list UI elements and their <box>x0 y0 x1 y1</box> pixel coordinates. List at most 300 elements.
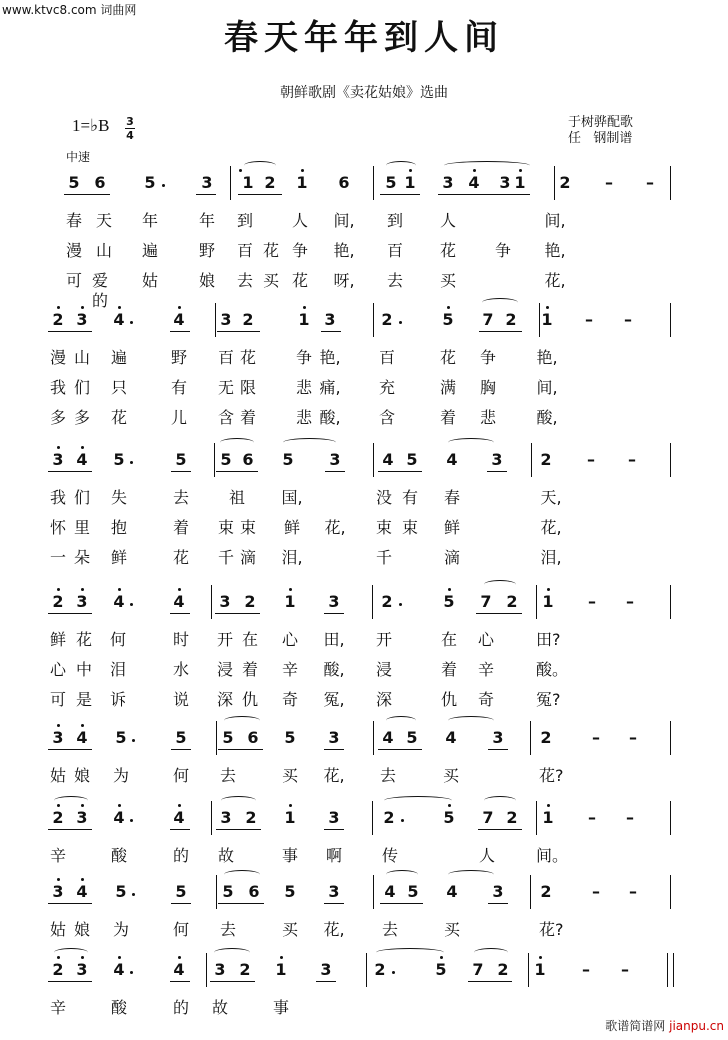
augmentation-dot <box>130 321 133 324</box>
bar-line <box>670 443 671 477</box>
lyric: 辛 <box>49 998 66 1017</box>
note: – <box>628 450 636 469</box>
beam <box>324 613 344 614</box>
bar-line <box>372 585 373 619</box>
lyric: 花, <box>544 271 566 290</box>
note: – <box>592 728 600 747</box>
lyric: 娘 <box>73 766 90 785</box>
lyric: 呀, <box>333 271 355 290</box>
octave-dot <box>280 956 283 959</box>
lyric: 春 <box>65 211 82 230</box>
note: 6 <box>94 173 106 192</box>
lyric: 为 <box>112 766 129 785</box>
note: 3 <box>328 592 340 611</box>
lyric: 开 <box>216 630 233 649</box>
beam <box>48 613 92 614</box>
lyric: 里 <box>73 518 90 537</box>
lyric: 遍 <box>110 348 127 367</box>
lyric: 去 <box>236 271 253 290</box>
note: 4 <box>173 808 185 827</box>
note: 1 <box>541 310 553 329</box>
lyric: 何 <box>172 766 189 785</box>
lyric: 冤, <box>323 690 345 709</box>
note: 3 <box>201 173 213 192</box>
slur <box>384 796 452 805</box>
lyric: 滴 <box>443 548 460 567</box>
beam <box>478 829 522 830</box>
beam <box>321 331 341 332</box>
lyric: 我 <box>49 488 66 507</box>
augmentation-dot <box>130 603 133 606</box>
lyric: 间, <box>536 378 558 397</box>
octave-dot <box>81 446 84 449</box>
bar-line <box>216 721 217 755</box>
note: 5 <box>385 173 397 192</box>
note: 2 <box>52 960 64 979</box>
augmentation-dot <box>130 461 133 464</box>
octave-dot <box>178 588 181 591</box>
slur <box>444 161 530 170</box>
note: 4 <box>382 728 394 747</box>
bar-line <box>216 875 217 909</box>
note: 5 <box>443 592 455 611</box>
note: 1 <box>298 310 310 329</box>
lyric: 买 <box>443 920 460 939</box>
lyric: 花 <box>439 241 456 260</box>
lyric: 姑 <box>49 766 66 785</box>
watermark-text: 歌谱简谱网 <box>605 1019 666 1033</box>
note: 2 <box>242 310 254 329</box>
lyric: 浸 <box>375 660 392 679</box>
lyric: 冤? <box>536 690 561 709</box>
lyric: 们 <box>73 378 90 397</box>
note: 4 <box>113 960 125 979</box>
beam <box>171 749 191 750</box>
bar-line <box>673 953 674 987</box>
bar-line <box>670 801 671 835</box>
lyric: 痛, <box>319 378 341 397</box>
bar-line <box>366 953 367 987</box>
note: 3 <box>491 450 503 469</box>
lyric: 悲 <box>295 408 312 427</box>
beam <box>488 749 508 750</box>
note: 4 <box>113 808 125 827</box>
bar-line <box>230 166 231 200</box>
lyric: 没 <box>375 488 392 507</box>
beam <box>488 903 508 904</box>
lyric: 人 <box>439 211 456 230</box>
lyric: 去 <box>172 488 189 507</box>
lyric: 辛 <box>477 660 494 679</box>
lyric: 无 <box>217 378 234 397</box>
note: 2 <box>244 592 256 611</box>
lyric: 春 <box>443 488 460 507</box>
augmentation-dot <box>132 739 135 742</box>
beam <box>171 903 191 904</box>
lyric: 国, <box>281 488 303 507</box>
lyric: 泪, <box>281 548 303 567</box>
lyric: 百 <box>386 241 403 260</box>
note: 6 <box>247 728 259 747</box>
slur <box>448 438 494 447</box>
lyric: 漫 <box>65 241 82 260</box>
beam <box>487 471 507 472</box>
octave-dot <box>81 724 84 727</box>
lyric: 买 <box>442 766 459 785</box>
lyric: 千 <box>375 548 392 567</box>
octave-dot <box>303 306 306 309</box>
octave-dot <box>57 724 60 727</box>
note: 5 <box>144 173 156 192</box>
octave-dot <box>57 878 60 881</box>
beam <box>217 331 260 332</box>
beam <box>48 829 92 830</box>
lyric: 着 <box>241 660 258 679</box>
bar-line <box>530 721 531 755</box>
lyric: 野 <box>170 348 187 367</box>
octave-dot <box>289 804 292 807</box>
lyric: 们 <box>73 488 90 507</box>
lyric: 酸, <box>319 408 341 427</box>
note: 3 <box>328 728 340 747</box>
octave-dot <box>81 878 84 881</box>
note: 6 <box>338 173 350 192</box>
lyric: 花 <box>172 548 189 567</box>
lyric: 到 <box>386 211 403 230</box>
lyric: 事 <box>272 998 289 1017</box>
lyric: 着 <box>172 518 189 537</box>
lyric: 年 <box>198 211 215 230</box>
note: 1 <box>296 173 308 192</box>
lyric: 儿 <box>170 408 187 427</box>
octave-dot <box>57 446 60 449</box>
note: 4 <box>173 310 185 329</box>
beam <box>316 981 336 982</box>
beam <box>210 981 255 982</box>
lyric: 我 <box>49 378 66 397</box>
lyric: 怀 <box>49 518 66 537</box>
bar-line <box>211 585 212 619</box>
note: – <box>588 592 596 611</box>
beam <box>170 613 190 614</box>
beam <box>476 613 522 614</box>
lyric: 鲜 <box>443 518 460 537</box>
note: 3 <box>220 808 232 827</box>
bar-line <box>536 801 537 835</box>
note: 4 <box>445 728 457 747</box>
augmentation-dot <box>392 971 395 974</box>
lyric: 传 <box>381 846 398 865</box>
note: 2 <box>506 808 518 827</box>
bar-line <box>373 875 374 909</box>
note: – <box>621 960 629 979</box>
note: 4 <box>76 450 88 469</box>
note: – <box>629 728 637 747</box>
lyric: 人 <box>291 211 308 230</box>
lyric: 艳, <box>333 241 355 260</box>
slur <box>484 796 516 805</box>
note: 2 <box>52 310 64 329</box>
beam <box>324 829 344 830</box>
augmentation-dot <box>130 971 133 974</box>
site-label: www.ktvc8.com 词曲网 <box>2 3 137 17</box>
lyric: 多 <box>73 408 90 427</box>
note: – <box>582 960 590 979</box>
bar-line <box>373 721 374 755</box>
lyric: 艳, <box>319 348 341 367</box>
lyric: 故 <box>211 998 228 1017</box>
bar-line <box>670 721 671 755</box>
slur <box>214 948 250 957</box>
lyric: 酸, <box>536 408 558 427</box>
octave-dot <box>447 306 450 309</box>
note: 3 <box>329 450 341 469</box>
note: 3 <box>76 310 88 329</box>
bar-line <box>670 303 671 337</box>
octave-dot <box>57 306 60 309</box>
lyric: 在 <box>440 630 457 649</box>
note: – <box>624 310 632 329</box>
note: 3 <box>219 592 231 611</box>
lyric: 花? <box>539 920 564 939</box>
lyric: 艳, <box>536 348 558 367</box>
note: – <box>605 173 613 192</box>
lyric: 悲 <box>479 408 496 427</box>
lyric: 鲜 <box>110 548 127 567</box>
note: 5 <box>443 808 455 827</box>
augmentation-dot <box>399 321 402 324</box>
lyric: 鲜 <box>283 518 300 537</box>
lyric: 故 <box>217 846 234 865</box>
lyric: 着 <box>440 660 457 679</box>
lyric: 人 <box>478 846 495 865</box>
slur <box>283 438 336 447</box>
lyric: 争 <box>295 348 312 367</box>
note: 4 <box>113 310 125 329</box>
lyric: 只 <box>110 378 127 397</box>
octave-dot <box>448 588 451 591</box>
note: – <box>629 882 637 901</box>
lyric: 可 <box>65 271 82 290</box>
beam <box>378 471 422 472</box>
lyric: 花 <box>262 241 279 260</box>
lyric: 束 <box>401 518 418 537</box>
note: 1 <box>514 173 526 192</box>
lyric: 深 <box>216 690 233 709</box>
lyric: 买 <box>262 271 279 290</box>
note: 5 <box>222 728 234 747</box>
lyric: 酸 <box>110 846 127 865</box>
song-subtitle: 朝鲜歌剧《卖花姑娘》选曲 <box>280 85 448 101</box>
lyric: 是 <box>75 690 92 709</box>
octave-dot <box>118 956 121 959</box>
slur <box>244 161 276 170</box>
lyric: 一 <box>49 548 66 567</box>
octave-dot <box>547 804 550 807</box>
note: 5 <box>435 960 447 979</box>
note: 2 <box>52 592 64 611</box>
note: 4 <box>446 450 458 469</box>
bar-line <box>211 801 212 835</box>
note: 3 <box>492 728 504 747</box>
lyric: 祖 <box>228 488 245 507</box>
lyric: 酸 <box>110 998 127 1017</box>
note: 3 <box>52 882 64 901</box>
note: 3 <box>328 882 340 901</box>
lyric: 深 <box>375 690 392 709</box>
octave-dot <box>546 306 549 309</box>
beam <box>48 981 92 982</box>
lyric: 开 <box>375 630 392 649</box>
lyric: 间, <box>333 211 355 230</box>
bar-line <box>206 953 207 987</box>
watermark <box>605 1017 724 1034</box>
lyric: 野 <box>198 241 215 260</box>
note: 1 <box>534 960 546 979</box>
note: – <box>585 310 593 329</box>
bar-line <box>670 585 671 619</box>
beam <box>378 749 422 750</box>
lyric: 田? <box>536 630 561 649</box>
note: 5 <box>407 882 419 901</box>
note: 4 <box>382 450 394 469</box>
bar-line <box>214 443 215 477</box>
note: 3 <box>328 808 340 827</box>
lyric: 心 <box>281 630 298 649</box>
lyric: 诉 <box>109 690 126 709</box>
lyric: 去 <box>379 766 396 785</box>
song-title: 春天年年到人间 <box>224 18 504 58</box>
note: 3 <box>52 728 64 747</box>
slur <box>54 948 88 957</box>
note: 1 <box>284 592 296 611</box>
note: – <box>587 450 595 469</box>
octave-dot <box>178 956 181 959</box>
lyric: 说 <box>172 690 189 709</box>
note: 5 <box>284 882 296 901</box>
beam <box>48 749 92 750</box>
slur <box>54 796 88 805</box>
beam <box>215 613 260 614</box>
note: 1 <box>542 592 554 611</box>
lyric: 遍 <box>141 241 158 260</box>
octave-dot <box>57 588 60 591</box>
slur <box>224 870 260 879</box>
note: 2 <box>374 960 386 979</box>
lyric: 限 <box>239 378 256 397</box>
beam <box>479 331 522 332</box>
beam <box>48 903 92 904</box>
bar-line <box>539 303 540 337</box>
octave-dot <box>81 306 84 309</box>
note: 4 <box>76 882 88 901</box>
beam <box>170 829 190 830</box>
watermark-domain: jianpu.cn <box>669 1019 724 1033</box>
note: – <box>592 882 600 901</box>
lyric: 心 <box>49 660 66 679</box>
lyric: 花, <box>540 518 562 537</box>
note: 4 <box>173 960 185 979</box>
lyric: 到 <box>236 211 253 230</box>
note: 3 <box>76 960 88 979</box>
beam <box>438 194 530 195</box>
note: 4 <box>384 882 396 901</box>
lyric: 花 <box>239 348 256 367</box>
beam <box>170 331 190 332</box>
lyric: 天, <box>540 488 562 507</box>
lyric: 辛 <box>49 846 66 865</box>
note: 3 <box>76 808 88 827</box>
slur <box>220 438 254 447</box>
lyric: 花, <box>323 766 345 785</box>
lyric: 在 <box>241 630 258 649</box>
bar-line <box>536 585 537 619</box>
beam <box>325 471 345 472</box>
lyric: 束 <box>217 518 234 537</box>
bar-line <box>670 875 671 909</box>
lyric: 啊 <box>325 846 342 865</box>
lyric: 多 <box>49 408 66 427</box>
note: 5 <box>68 173 80 192</box>
note: 4 <box>468 173 480 192</box>
slur <box>474 948 508 957</box>
lyric: 姑 <box>49 920 66 939</box>
beam <box>216 471 258 472</box>
slur <box>386 161 416 170</box>
note: 5 <box>115 882 127 901</box>
note: 7 <box>472 960 484 979</box>
lyric: 争 <box>479 348 496 367</box>
slur <box>376 948 444 957</box>
lyric: 满 <box>439 378 456 397</box>
lyric: 娘 <box>198 271 215 290</box>
slur <box>448 716 494 725</box>
octave-dot <box>118 588 121 591</box>
lyric: 天 <box>95 211 112 230</box>
augmentation-dot <box>401 819 404 822</box>
lyric: 含 <box>217 408 234 427</box>
lyric: 着 <box>239 408 256 427</box>
octave-dot <box>118 804 121 807</box>
note: 2 <box>52 808 64 827</box>
augmentation-dot <box>130 819 133 822</box>
bar-line <box>373 166 374 200</box>
note: 5 <box>113 450 125 469</box>
note: 5 <box>222 882 234 901</box>
lyric: 充 <box>378 378 395 397</box>
bar-line <box>373 303 374 337</box>
lyric: 花 <box>75 630 92 649</box>
lyric: 仇 <box>440 690 457 709</box>
bar-line <box>372 801 373 835</box>
lyric: 中 <box>75 660 92 679</box>
lyric: 鲜 <box>49 630 66 649</box>
beam <box>196 194 216 195</box>
note: 3 <box>214 960 226 979</box>
lyric: 姑 <box>141 271 158 290</box>
note: 5 <box>442 310 454 329</box>
beam <box>324 749 344 750</box>
augmentation-dot <box>132 893 135 896</box>
lyric: 娘 <box>73 920 90 939</box>
lyric: 花 <box>291 271 308 290</box>
lyric: 抱 <box>110 518 127 537</box>
note: 6 <box>248 882 260 901</box>
lyric: 心 <box>477 630 494 649</box>
lyric: 水 <box>172 660 189 679</box>
bar-line <box>373 443 374 477</box>
note: 5 <box>175 728 187 747</box>
